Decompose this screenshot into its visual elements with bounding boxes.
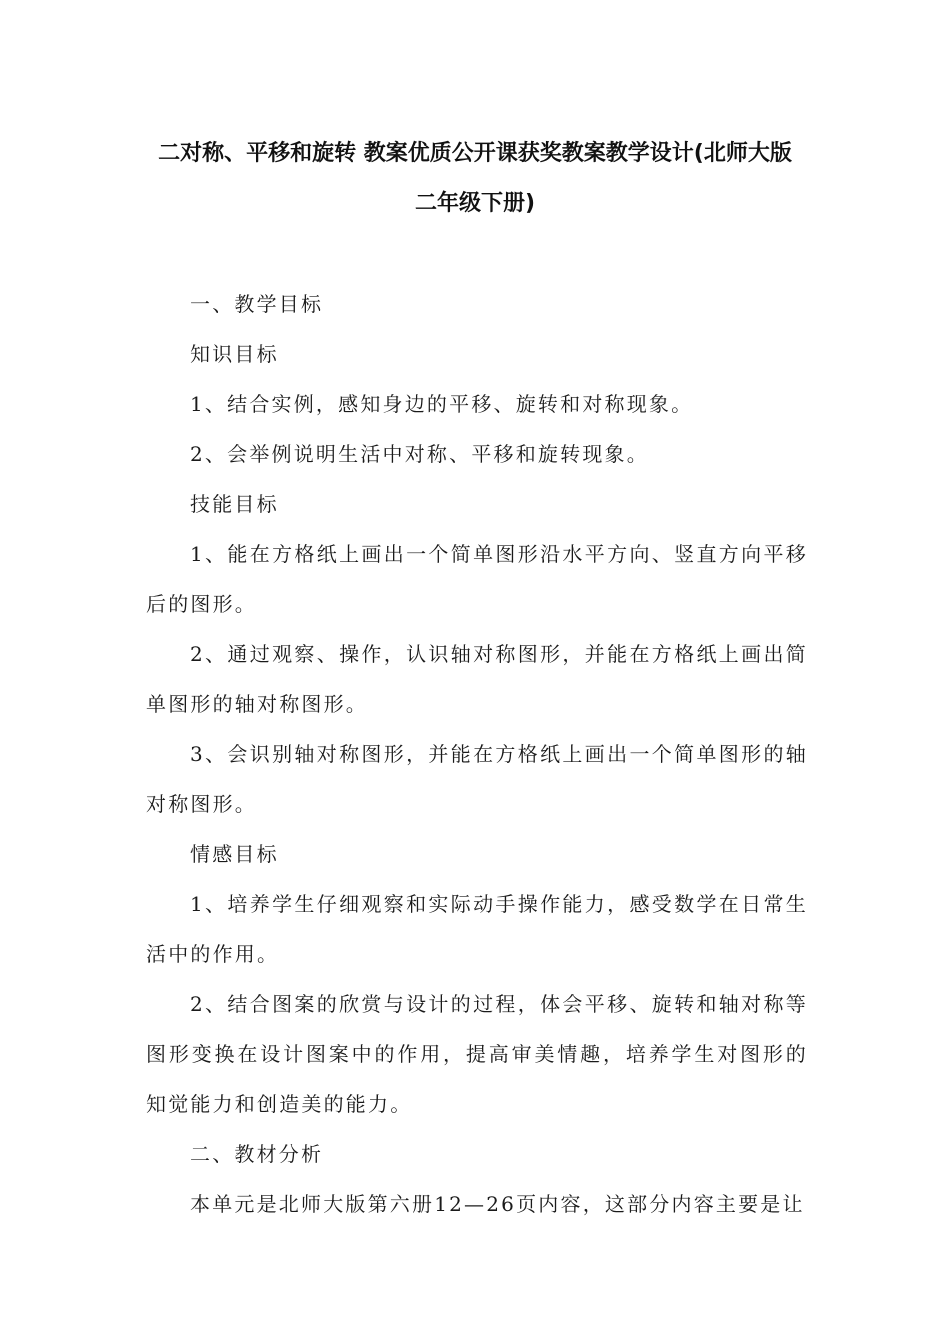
subheading-emotion-goals: 情感目标 <box>190 842 279 866</box>
document-title-line-2: 二年级下册) <box>414 191 536 216</box>
section-heading-material-analysis: 二、教材分析 <box>190 1142 324 1166</box>
paragraph: 本单元是北师大版第六册12—26页内容，这部分内容主要是让 <box>190 1192 805 1216</box>
paragraph: 2、结合图案的欣赏与设计的过程，体会平移、旋转和轴对称等图形变换在设计图案中的作用，提高审美情趣，培养学生对图形的知觉能力和创造美的能力。 <box>146 992 808 1116</box>
paragraph: 2、通过观察、操作，认识轴对称图形，并能在方格纸上画出简单图形的轴对称图形。 <box>146 642 808 716</box>
document-body <box>146 279 808 1229</box>
paragraph: 2、会举例说明生活中对称、平移和旋转现象。 <box>190 442 649 466</box>
subheading-skill-goals: 技能目标 <box>190 492 279 516</box>
paragraph: 1、能在方格纸上画出一个简单图形沿水平方向、竖直方向平移后的图形。 <box>146 542 808 616</box>
section-heading-teaching-goals: 一、教学目标 <box>190 292 324 316</box>
paragraph: 3、会识别轴对称图形，并能在方格纸上画出一个简单图形的轴对称图形。 <box>146 742 808 816</box>
paragraph: 1、培养学生仔细观察和实际动手操作能力，感受数学在日常生活中的作用。 <box>146 892 808 966</box>
document-title-line-1: 二对称、平移和旋转 教案优质公开课获奖教案教学设计(北师大版 <box>158 141 792 166</box>
subheading-knowledge-goals: 知识目标 <box>190 342 279 366</box>
paragraph: 1、结合实例，感知身边的平移、旋转和对称现象。 <box>190 392 694 416</box>
